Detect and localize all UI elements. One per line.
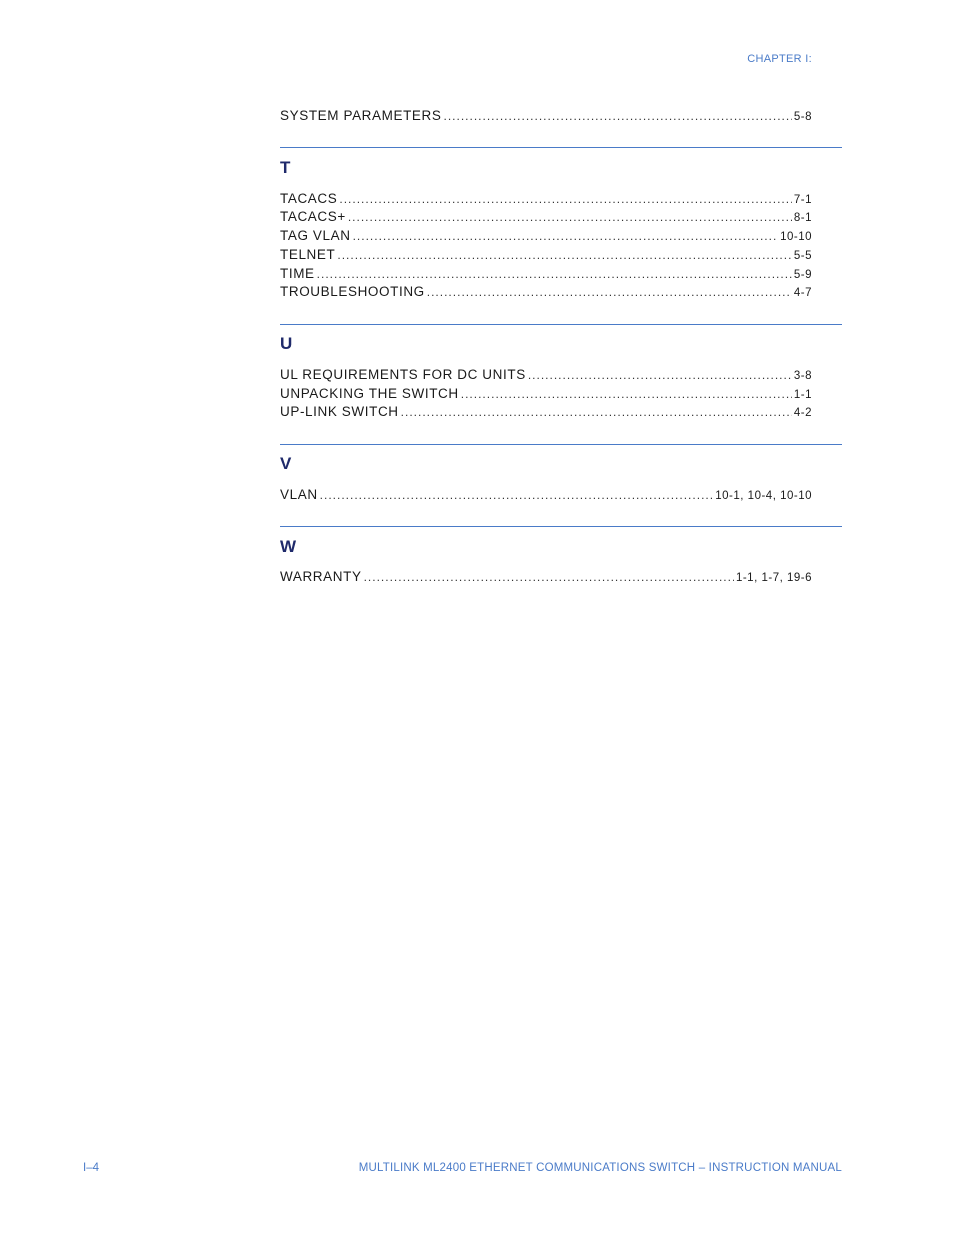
entry-page: 4-2: [793, 407, 812, 419]
entry-page: 10-1, 10-4, 10-10: [715, 490, 812, 502]
entry-page: 10-10: [780, 231, 812, 243]
index-entry: [280, 108, 812, 126]
dot-leader: [353, 229, 779, 243]
entry-page: 5-5: [793, 250, 812, 262]
entry-term: TROUBLESHOOTING: [280, 284, 425, 299]
entry-page: 7-1: [793, 194, 812, 206]
dot-leader: [364, 570, 734, 584]
entry-page: 1-1: [793, 389, 812, 401]
index-entry: [280, 209, 812, 227]
index-entry: [280, 266, 812, 284]
footer-page-number: I–4: [83, 1162, 99, 1174]
index-entry: [280, 487, 812, 505]
section-letter-v: V: [280, 454, 292, 473]
entry-term: UNPACKING THE SWITCH: [280, 386, 459, 401]
chapter-header: CHAPTER I:: [747, 53, 812, 65]
index-entry: [280, 284, 812, 302]
entry-page: 5-8: [793, 111, 812, 123]
entry-term: TAG VLAN: [280, 228, 351, 243]
entry-term: TIME: [280, 266, 315, 281]
entry-term: WARRANTY: [280, 569, 362, 584]
section-divider-t: [280, 147, 842, 148]
dot-leader: [427, 285, 792, 299]
section-divider-v: [280, 444, 842, 445]
dot-leader: [317, 267, 792, 281]
entry-term: VLAN: [280, 487, 318, 502]
entry-term: TACACS: [280, 191, 338, 206]
index-entry: [280, 569, 812, 587]
footer-manual-title: MULTILINK ML2400 ETHERNET COMMUNICATIONS SWITCH – INSTRUCTION MANUAL: [358, 1162, 842, 1174]
section-divider-w: [280, 526, 842, 527]
entry-page: 8-1: [793, 212, 812, 224]
entry-page: 3-8: [793, 370, 812, 382]
entry-term: UP-LINK SWITCH: [280, 404, 399, 419]
index-entry: [280, 247, 812, 265]
dot-leader: [461, 387, 792, 401]
section-letter-w: W: [280, 537, 297, 556]
section-letter-t: T: [280, 158, 291, 177]
dot-leader: [443, 109, 791, 123]
index-entry: [280, 191, 812, 209]
entry-page: 5-9: [793, 269, 812, 281]
section-letter-u: U: [280, 334, 293, 353]
entry-term: TACACS+: [280, 209, 346, 224]
dot-leader: [339, 192, 792, 206]
entry-page: 1-1, 1-7, 19-6: [735, 572, 812, 584]
dot-leader: [320, 488, 714, 502]
index-entry: [280, 404, 812, 422]
entry-term: TELNET: [280, 247, 336, 262]
dot-leader: [401, 405, 792, 419]
index-entry: [280, 367, 812, 385]
index-entry: [280, 228, 812, 246]
index-entry: [280, 386, 812, 404]
dot-leader: [528, 368, 792, 382]
section-divider-u: [280, 324, 842, 325]
dot-leader: [348, 210, 792, 224]
entry-term: UL REQUIREMENTS FOR DC UNITS: [280, 367, 526, 382]
entry-term: SYSTEM PARAMETERS: [280, 108, 442, 123]
entry-page: 4-7: [793, 287, 812, 299]
dot-leader: [337, 248, 792, 262]
